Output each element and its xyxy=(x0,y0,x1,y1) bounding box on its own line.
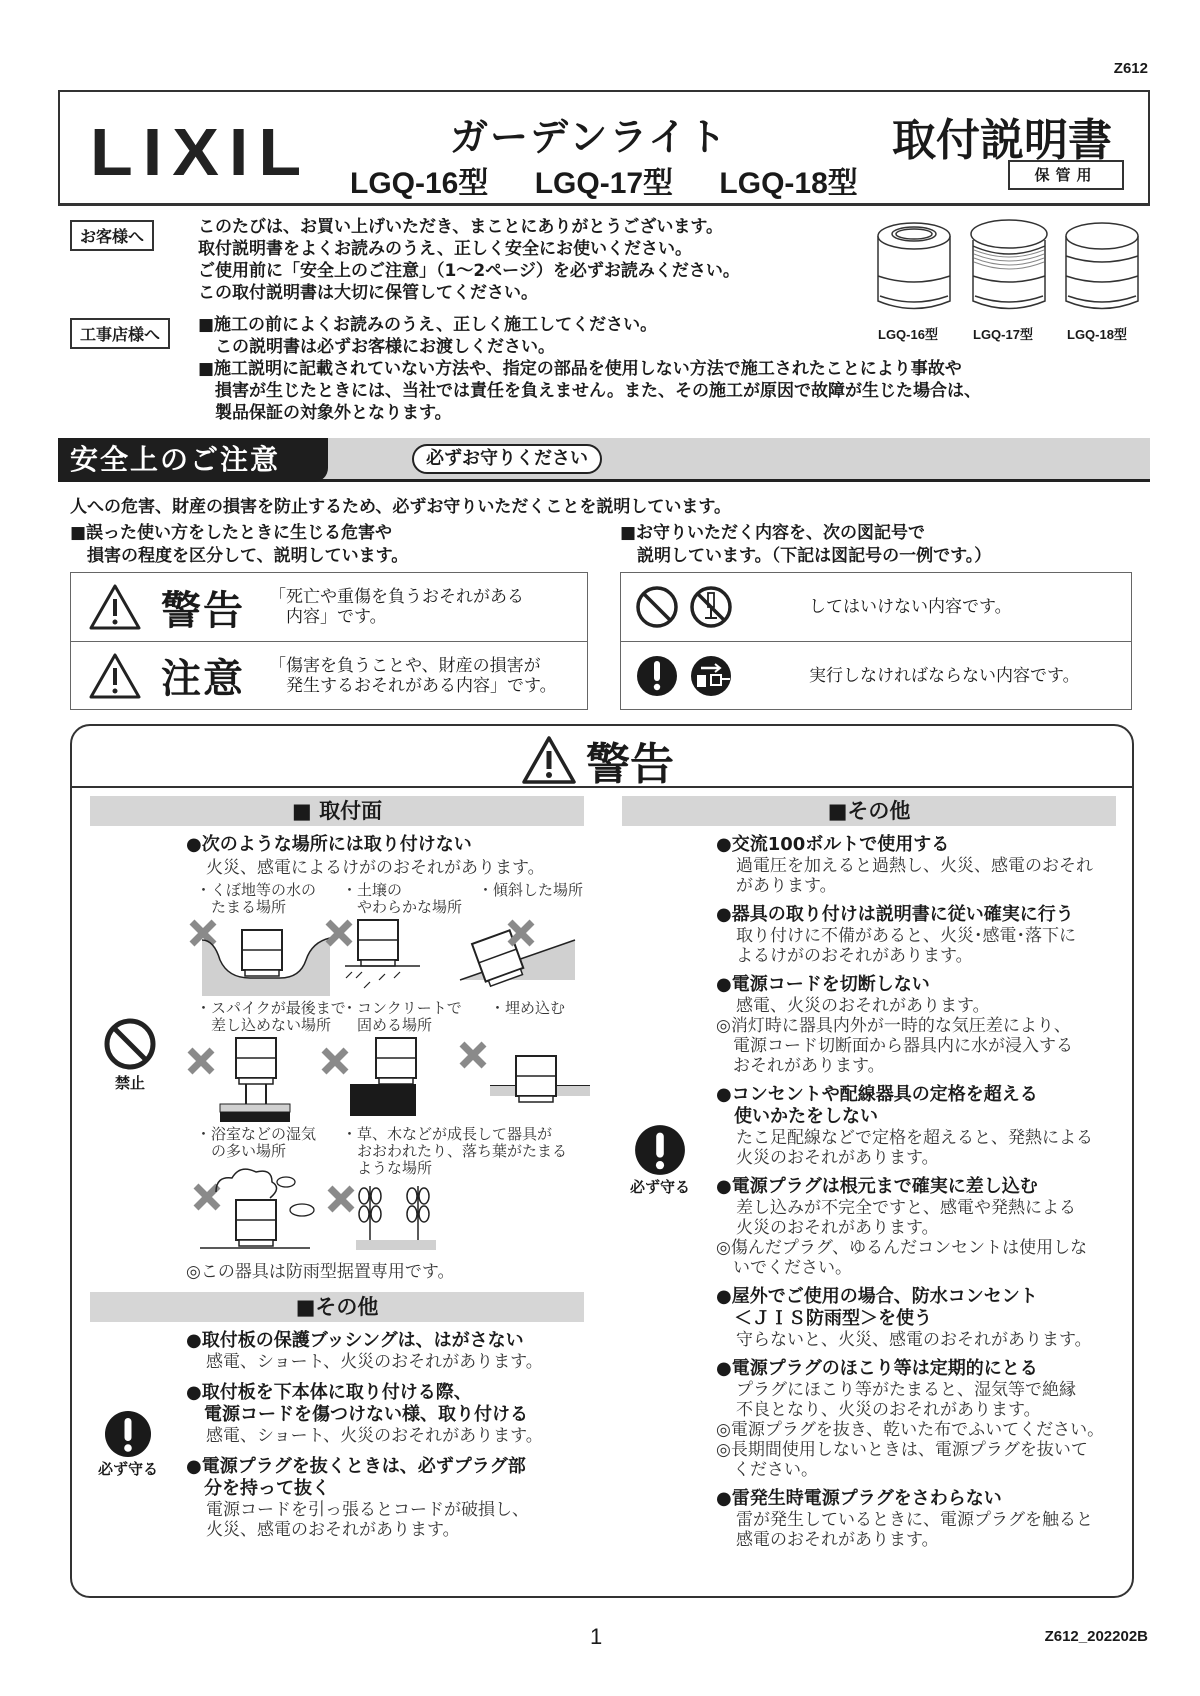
text-line: このたびは、お買い上げいただき、まことにありがとうございます。 xyxy=(198,217,723,237)
item-desc: 感電、火災のおそれがあります。 xyxy=(736,996,990,1016)
mandatory-desc: 実行しなければならない内容です。 xyxy=(809,665,1080,686)
section-other-right: ■その他 xyxy=(622,796,1116,826)
unplug-icon xyxy=(691,656,731,696)
item-title: ●次のような場所には取り付けない xyxy=(186,834,472,855)
prohibited-desc: してはいけない内容です。 xyxy=(809,597,1012,617)
warning-item xyxy=(716,1358,1136,1480)
must-follow-label: 必ず守る xyxy=(97,1460,158,1478)
item-desc: 取り付けに不備があると、火災･感電･落下に xyxy=(736,926,1076,946)
section-mounting-surface: ■ 取付面 xyxy=(90,796,584,826)
text-line: ご使用前に「安全上のご注意」（1～2ページ）を必ずお読みください。 xyxy=(198,261,740,281)
item-desc: 火災のおそれがあります。 xyxy=(736,1148,939,1168)
item-desc: 雷が発生しているときに、電源プラグを触ると xyxy=(736,1510,1093,1530)
item-title: ●屋外でご使用の場合、防水コンセント xyxy=(716,1286,1038,1307)
safety-lead: 人への危害、財産の損害を防止するため、必ずお守りいただくことを説明しています。 xyxy=(70,497,731,517)
item-desc: 不良となり、火災のおそれがあります。 xyxy=(736,1400,1041,1420)
legend-row-warning xyxy=(71,573,587,641)
warning-item xyxy=(716,1488,1136,1550)
item-note: おそれがあります。 xyxy=(716,1056,885,1076)
item-note: ◎長期間使用しないときは、電源プラグを抜いて xyxy=(716,1440,1088,1460)
right-other-items xyxy=(716,834,1136,1550)
product-illustrations xyxy=(870,216,1150,342)
item-title: 分を持って抜く xyxy=(186,1478,330,1499)
symbol-legend xyxy=(620,572,1132,710)
model-name: LGQ-16型 xyxy=(350,167,489,200)
text-line: ■お守りいただく内容を、次の図記号で xyxy=(620,523,926,543)
manual-title: 取付説明書 xyxy=(892,115,1112,166)
text-line: ような場所 xyxy=(342,1159,433,1177)
warning-item xyxy=(716,904,1136,966)
item-title: ●電源プラグのほこり等は定期的にとる xyxy=(716,1358,1038,1379)
product-label: LGQ-17型 xyxy=(973,327,1033,342)
text-line: ・くぼ地等の水の xyxy=(196,881,317,899)
product-title: ガーデンライト xyxy=(450,115,729,159)
text-line: 固める場所 xyxy=(342,1016,433,1034)
left-other-items xyxy=(186,1330,586,1540)
text-line: 説明しています。（下記は図記号の一例です。） xyxy=(620,546,992,566)
text-line: 取付説明書をよくお読みのうえ、正しく安全にお使いください。 xyxy=(198,239,693,259)
customer-tag: お客様へ xyxy=(70,220,154,251)
item-note: ◎消灯時に器具内外が一時的な気圧差により、 xyxy=(716,1016,1071,1036)
installer-tag: 工事店様へ xyxy=(70,318,170,349)
item-desc: 感電、ショート、火災のおそれがあります。 xyxy=(206,1426,543,1446)
must-follow-label: 必ず守る xyxy=(629,1178,690,1196)
section-other-left: ■その他 xyxy=(90,1292,584,1322)
item-title: ＜ＪＩＳ防雨型＞を使う xyxy=(716,1308,932,1329)
text-line: やわらかな場所 xyxy=(342,898,463,916)
item-title: ●電源プラグを抜くときは、必ずプラグ部 xyxy=(186,1456,526,1477)
item-desc: 火災、感電によるけがのおそれがあります。 xyxy=(206,858,545,878)
prohibit-label: 禁止 xyxy=(114,1074,145,1092)
warning-item xyxy=(186,1382,586,1446)
item-desc: 差し込みが不完全ですと、感電や発熱による xyxy=(736,1198,1076,1218)
item-desc: 過電圧を加えると過熱し、火災、感電のおそれ xyxy=(736,856,1093,876)
text-line: ・土壌の xyxy=(342,881,403,899)
item-desc: 火災のおそれがあります。 xyxy=(736,1218,939,1238)
item-note: ◎電源プラグを抜き、乾いた布でふいてください。 xyxy=(716,1420,1105,1440)
severity-heading xyxy=(70,522,408,568)
prohibit-marker xyxy=(100,1016,160,1093)
text-line: の多い場所 xyxy=(196,1142,287,1160)
legend-row-prohibited xyxy=(621,573,1131,641)
item-note: 電源コード切断面から器具内に水が浸入する xyxy=(716,1036,1073,1056)
symbol-heading xyxy=(620,522,991,568)
text-line: ・草、木などが成長して器具が xyxy=(342,1125,553,1143)
warning-triangle-icon xyxy=(87,582,143,632)
legend-row-caution xyxy=(71,641,587,709)
item-desc: 守らないと、火災、感電のおそれがあります。 xyxy=(736,1330,1092,1350)
product-label: LGQ-16型 xyxy=(878,327,938,342)
text-line: ・浴室などの湿気 xyxy=(196,1125,317,1143)
text-line: 「死亡や重傷を負うおそれがある xyxy=(269,587,524,607)
item-title: ●電源プラグは根元まで確実に差し込む xyxy=(716,1176,1038,1197)
warning-item xyxy=(716,834,1136,896)
exclamation-icon xyxy=(104,1410,152,1458)
item-desc: よるけがのおそれがあります。 xyxy=(736,946,973,966)
document-code: Z612 xyxy=(1113,60,1148,77)
item-title: ●コンセントや配線器具の定格を超える xyxy=(716,1084,1038,1105)
text-line: 内容」です。 xyxy=(269,607,387,627)
header-box xyxy=(58,90,1150,206)
warning-item xyxy=(186,1456,586,1540)
item-title: ●器具の取り付けは説明書に従い確実に行う xyxy=(716,904,1074,925)
model-name: LGQ-18型 xyxy=(719,167,858,200)
warning-desc xyxy=(269,587,524,627)
keep-label: 保管用 xyxy=(1008,160,1124,190)
item-note: いでください。 xyxy=(716,1258,852,1278)
warning-triangle-icon xyxy=(520,734,578,786)
customer-message xyxy=(198,216,740,304)
text-line: 損害の程度を区分して、説明しています。 xyxy=(70,546,409,566)
note-rainproof: ◎この器具は防雨型据置専用です。 xyxy=(186,1262,455,1282)
warning-item xyxy=(716,1286,1136,1350)
item-desc: 電源コードを引っ張るとコードが破損し、 xyxy=(206,1500,529,1520)
product-label: LGQ-18型 xyxy=(1067,327,1127,342)
prohibited-place-illustrations xyxy=(180,910,590,1250)
item-desc: 感電、ショート、火災のおそれがあります。 xyxy=(206,1352,543,1372)
warning-item xyxy=(186,1330,586,1372)
text-line: ■誤った使い方をしたときに生じる危害や xyxy=(70,523,393,543)
footer-code: Z612_202202B xyxy=(1044,1628,1148,1645)
warning-item xyxy=(716,974,1136,1076)
item-desc: プラグにほこり等がたまると、湿気等で絶縁 xyxy=(736,1380,1076,1400)
must-follow-marker xyxy=(620,1124,700,1197)
text-line: ・傾斜した場所 xyxy=(478,881,584,899)
exclamation-icon xyxy=(637,656,677,696)
item-desc: があります。 xyxy=(736,876,837,896)
must-follow-pill: 必ずお守りください xyxy=(412,444,602,474)
safety-title: 安全上のご注意 xyxy=(58,438,328,482)
item-title: 使いかたをしない xyxy=(716,1106,878,1127)
text-line: ・コンクリートで xyxy=(342,999,462,1017)
text-line: 差し込めない場所 xyxy=(196,1016,332,1034)
legend-row-mandatory xyxy=(621,641,1131,709)
warning-label: 警告 xyxy=(161,587,245,634)
warning-heading xyxy=(520,728,674,792)
must-follow-marker xyxy=(88,1410,168,1479)
lixil-logo: LIXIL xyxy=(90,114,312,190)
text-line: この説明書は必ずお客様にお渡しください。 xyxy=(198,337,555,357)
warning-heading-text: 警告 xyxy=(586,739,674,790)
caution-label: 注意 xyxy=(161,656,245,702)
text-line: 「傷害を負うことや、財産の損害が xyxy=(269,655,541,676)
warning-item xyxy=(716,1084,1136,1168)
item-title: ●交流100ボルトで使用する xyxy=(716,834,950,855)
warning-item xyxy=(716,1176,1136,1278)
page-number: 1 xyxy=(590,1624,603,1649)
text-line: 発生するおそれがある内容」です。 xyxy=(269,675,557,696)
text-line: ・埋め込む xyxy=(490,999,566,1017)
item-title: 電源コードを傷つけない様、取り付ける xyxy=(186,1404,528,1425)
item-note: ◎傷んだプラグ、ゆるんだコンセントは使用しな xyxy=(716,1238,1088,1258)
item-desc: たこ足配線などで定格を超えると、発熱による xyxy=(736,1128,1093,1148)
prohibit-icon xyxy=(638,588,676,626)
severity-legend xyxy=(70,572,588,710)
text-line: おおわれたり、落ち葉がたまる xyxy=(342,1142,568,1160)
item-desc: 感電のおそれがあります。 xyxy=(736,1530,939,1550)
caution-triangle-icon xyxy=(87,651,143,701)
item-desc: 火災、感電のおそれがあります。 xyxy=(206,1520,460,1540)
installer-message xyxy=(198,314,981,424)
text-line: たまる場所 xyxy=(196,898,287,916)
caution-desc xyxy=(269,656,557,696)
exclamation-icon xyxy=(634,1124,686,1176)
text-line: ・スパイクが最後まで xyxy=(196,999,346,1017)
prohibited-icons xyxy=(635,582,745,632)
prohibit-icon xyxy=(102,1016,158,1072)
item-title: ●取付板の保護ブッシングは、はがさない xyxy=(186,1330,524,1351)
item-title: ●雷発生時電源プラグをさわらない xyxy=(716,1488,1002,1509)
no-disassembly-icon xyxy=(692,588,730,626)
text-line: この取付説明書は大切に保管してください。 xyxy=(198,283,538,303)
item-title: ●取付板を下本体に取り付ける際、 xyxy=(186,1382,472,1403)
text-line: 損害が生じたときには、当社では責任を負えません。また、その施工が原因で故障が生じた場合は、 xyxy=(198,381,982,401)
mandatory-icons xyxy=(635,651,745,701)
item-title: ●電源コードを切断しない xyxy=(716,974,930,995)
item-note: ください。 xyxy=(716,1460,818,1480)
place-caption xyxy=(478,882,583,899)
model-name: LGQ-17型 xyxy=(534,167,674,200)
text-line: 製品保証の対象外となります。 xyxy=(198,403,452,423)
model-list xyxy=(350,158,886,202)
garden-light-illustration xyxy=(870,216,1150,322)
text-line: ■施工説明に記載されていない方法や、指定の部品を使用しない方法で施工されたことにより事故や xyxy=(198,359,962,379)
text-line: ■施工の前によくお読みのうえ、正しく施工してください。 xyxy=(198,315,658,335)
